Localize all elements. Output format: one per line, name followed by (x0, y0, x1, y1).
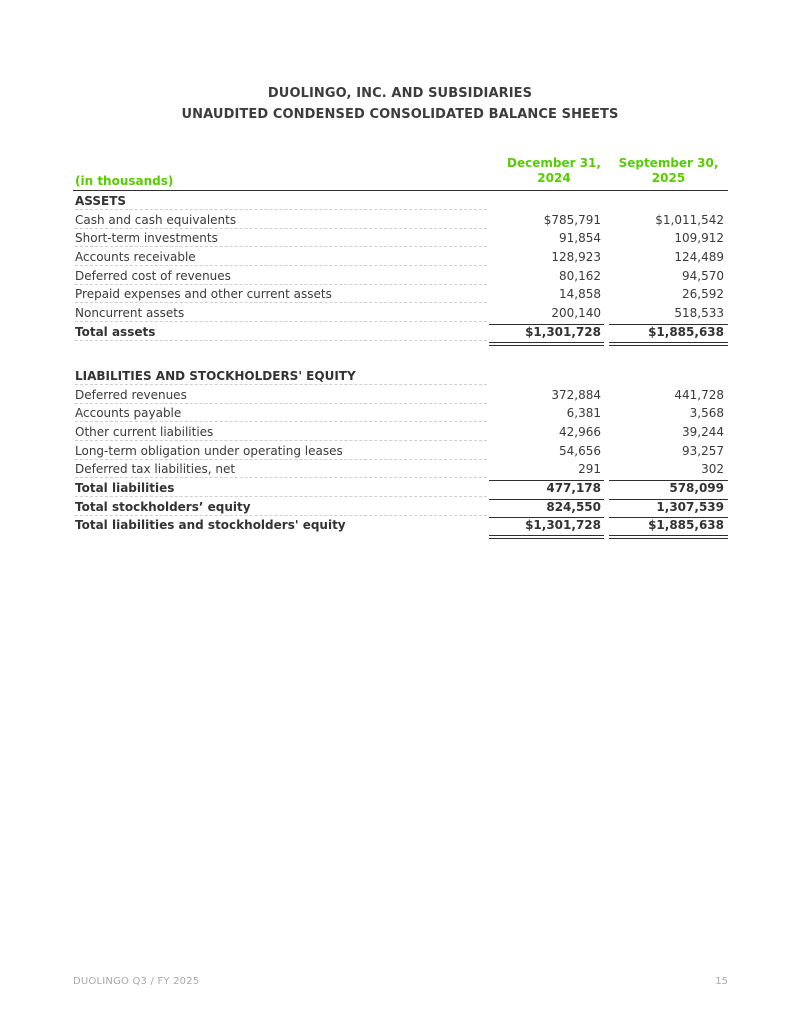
section-heading-assets: ASSETS (73, 191, 728, 210)
table-header (73, 150, 728, 191)
table-row: Accounts receivable 128,923 124,489 (75, 250, 724, 265)
unit-label: (in thousands) (75, 174, 174, 188)
double-rule (609, 535, 728, 539)
table-row: Other current liabilities 42,966 39,244 (75, 424, 724, 439)
table-row: Deferred revenues 372,884 441,728 (75, 387, 724, 402)
total-assets-row: Total assets $1,301,728 $1,885,638 (73, 322, 728, 348)
table-row: Deferred tax liabilities, net 291 302 (75, 462, 724, 477)
table-row: Accounts payable 6,381 3,568 (75, 406, 724, 421)
footer-label: DUOLINGO Q3 / FY 2025 (73, 976, 200, 987)
table-row: Prepaid expenses and other current assets 14,858 26,592 (75, 287, 724, 302)
double-rule (489, 535, 604, 539)
total-equity-row: Total stockholders’ equity 824,550 1,307,539 (73, 497, 728, 516)
report-subtitle: UNAUDITED CONDENSED CONSOLIDATED BALANCE SHEETS (181, 107, 619, 122)
section-heading-liabilities: LIABILITIES AND STOCKHOLDERS' EQUITY (73, 366, 728, 385)
table-row: Short-term investments 91,854 109,912 (75, 231, 724, 246)
table-row: Cash and cash equivalents $785,791 $1,011,542 (75, 212, 724, 227)
total-liabilities-equity-row: Total liabilities and stockholders' equity $1,301,728 $1,885,638 (73, 515, 728, 541)
double-rule (609, 342, 728, 346)
total-liabilities-row: Total liabilities 477,178 578,099 (73, 478, 728, 497)
balance-sheet-table (73, 150, 728, 541)
table-row: Long-term obligation under operating leases 54,656 93,257 (75, 443, 724, 458)
column-header-sep-2025: September 30, 2025 (618, 156, 719, 185)
double-rule (489, 342, 604, 346)
column-header-dec-2024: December 31, 2024 (507, 156, 601, 185)
page-number: 15 (715, 976, 728, 987)
report-title: DUOLINGO, INC. AND SUBSIDIARIES (267, 86, 533, 101)
table-row: Deferred cost of revenues 80,162 94,570 (75, 268, 724, 283)
table-row: Noncurrent assets 200,140 518,533 (75, 306, 724, 321)
